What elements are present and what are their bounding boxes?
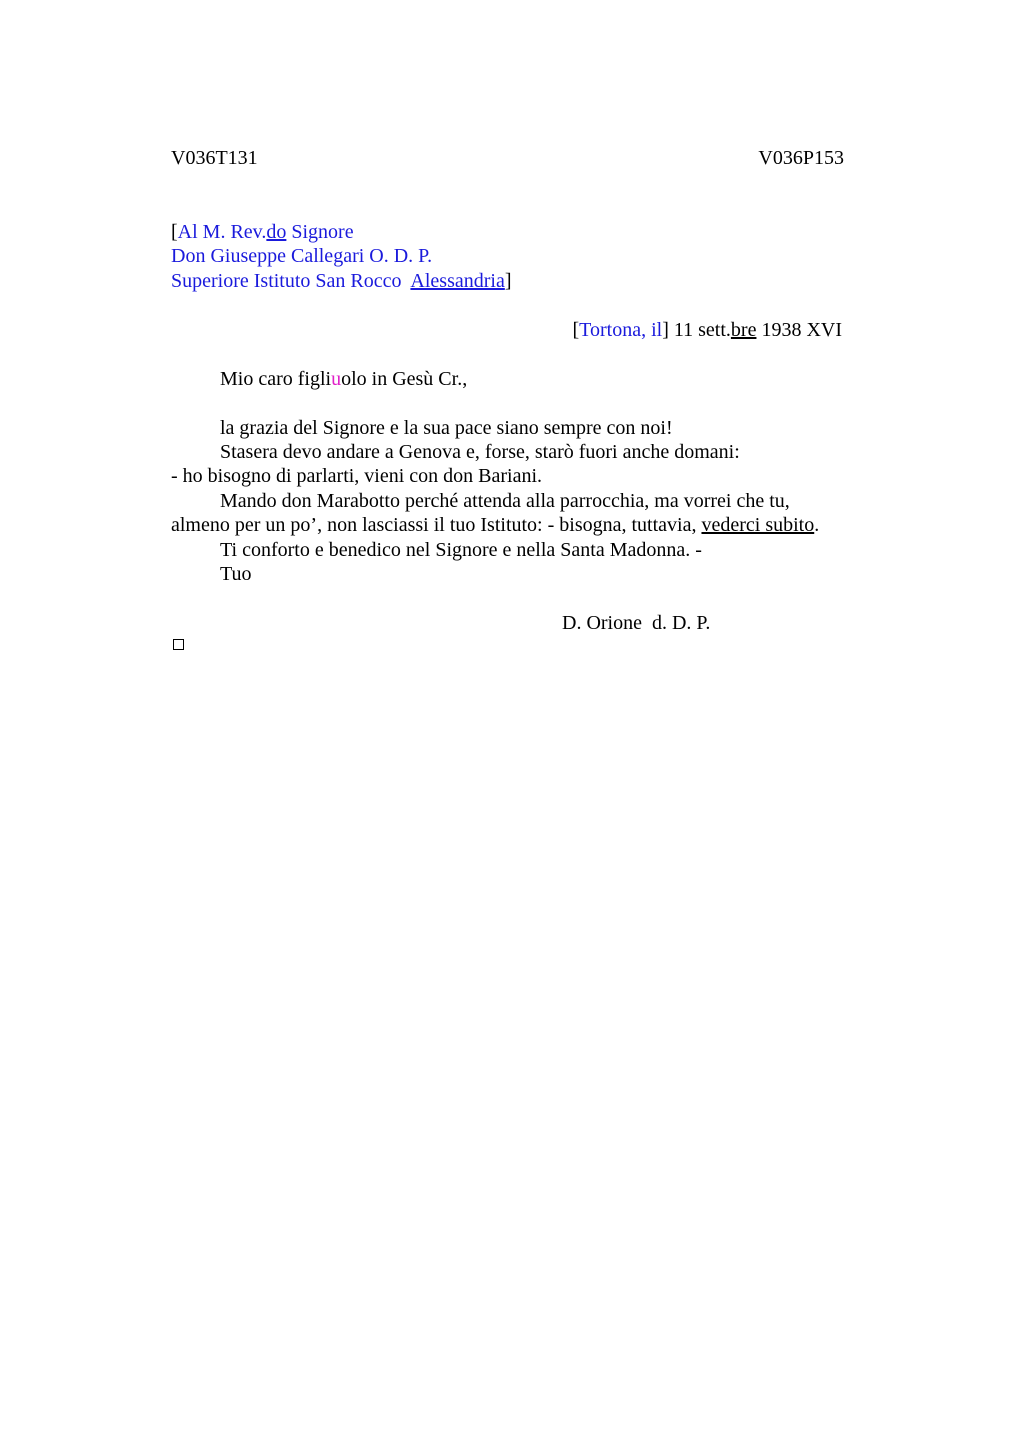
- address-line-1: [Al M. Rev.do Signore: [171, 221, 354, 243]
- dateline: [Tortona, il] 11 sett.bre 1938 XVI: [572, 319, 842, 341]
- abbrev-superscript: do: [266, 221, 287, 243]
- correction-mark: u: [331, 368, 342, 390]
- date-abbrev-superscript: bre: [730, 319, 757, 341]
- body-line: la grazia del Signore e la sua pace siano sempre con noi!: [220, 417, 673, 439]
- dateline-place: Tortona, il: [579, 319, 663, 341]
- closing-word: Tuo: [220, 563, 252, 585]
- signature: D. Orione d. D. P.: [562, 612, 711, 634]
- body-line: Stasera devo andare a Genova e, forse, starò fuori anche domani:: [220, 441, 740, 463]
- address-city: Alessandria: [410, 270, 505, 292]
- body-line: - ho bisogno di parlarti, vieni con don Bariani.: [171, 465, 543, 487]
- salutation: Mio caro figliuolo in Gesù Cr.,: [220, 368, 468, 390]
- underlined-phrase: vederci subito: [701, 514, 815, 536]
- document-code-right: V036P153: [758, 147, 844, 169]
- address-line-2: Don Giuseppe Callegari O. D. P.: [171, 245, 433, 267]
- document-code-left: V036T131: [171, 147, 258, 169]
- body-line: Mando don Marabotto perché attenda alla parrocchia, ma vorrei che tu,: [220, 490, 790, 512]
- address-line-3: Superiore Istituto San Rocco Alessandria]: [171, 270, 512, 292]
- body-line: almeno per un po’, non lasciassi il tuo Istituto: - bisogna, tuttavia, vederci subito.: [171, 514, 820, 536]
- end-marker-square-icon: [173, 639, 184, 650]
- body-line: Ti conforto e benedico nel Signore e nella Santa Madonna. -: [220, 539, 702, 561]
